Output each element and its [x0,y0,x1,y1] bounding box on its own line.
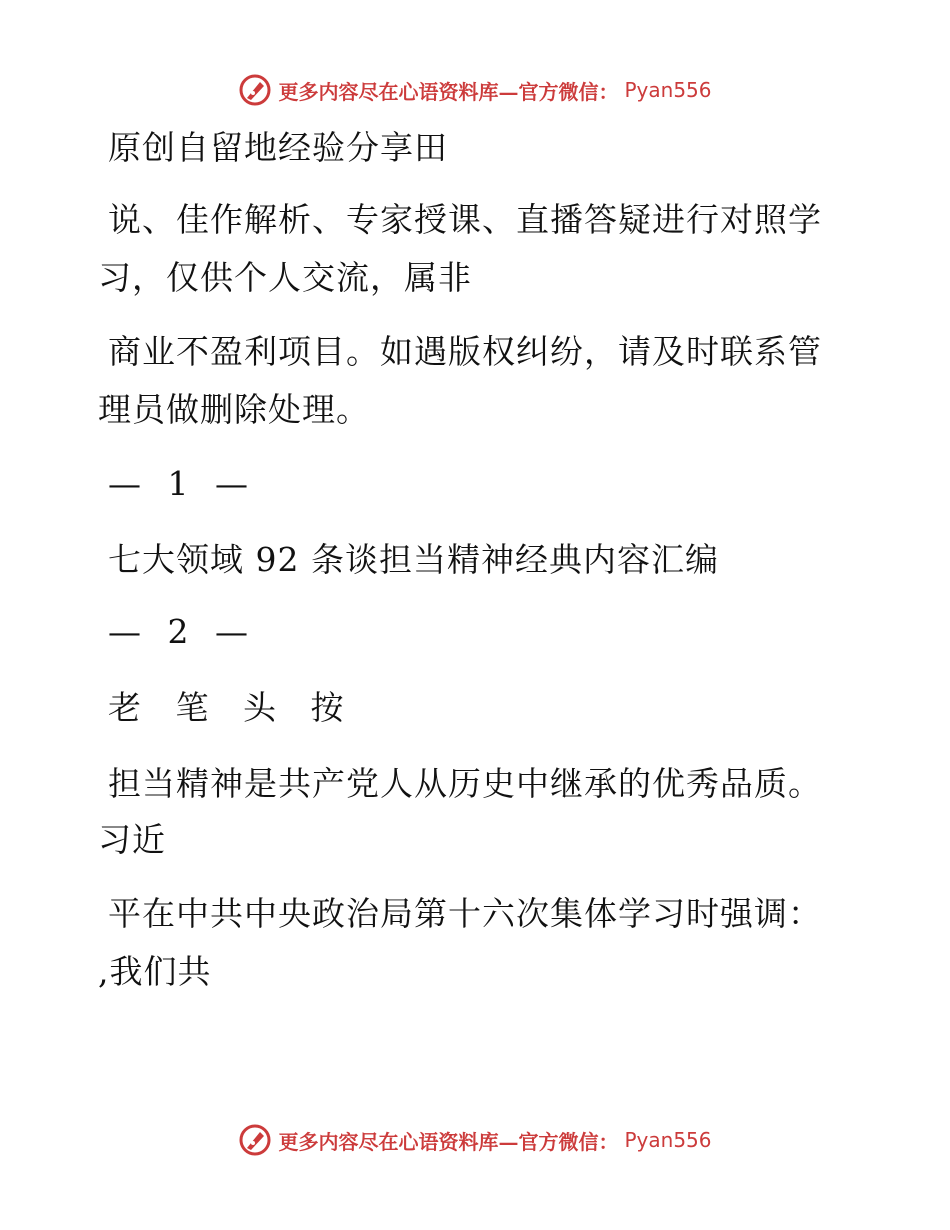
pen-nib-logo-icon [238,1123,272,1157]
footer-watermark [0,1120,950,1160]
pen-nib-logo-icon [238,73,272,107]
watermark-wechat-id: Pyan556 [624,1128,712,1152]
editor-note-heading: 老 笔 头 按 [108,688,356,727]
text-line-5: 理员做删除处理。 [98,390,370,429]
watermark-text: 更多内容尽在心语资料库—官方微信： [278,1129,619,1154]
text-line-4: 商业不盈利项目。如遇版权纠纷，请及时联系管 [108,332,822,371]
text-line-2: 说、佳作解析、专家授课、直播答疑进行对照学 [108,200,822,239]
watermark-text: 更多内容尽在心语资料库—官方微信： [278,79,619,104]
text-line-6: 担当精神是共产党人从历史中继承的优秀品质。 [108,764,822,803]
text-line-3: 习，仅供个人交流，属非 [98,258,472,297]
text-line-7: 习近 [98,820,166,859]
header-watermark [0,70,950,110]
page-number-1: — 1 — [108,464,256,503]
watermark-wechat-id: Pyan556 [624,78,712,102]
page-number-2: — 2 — [108,612,256,651]
text-line-1: 原创自留地经验分享田 [108,128,448,167]
document-title: 七大领域 92 条谈担当精神经典内容汇编 [108,540,719,579]
text-line-9: ,我们共 [98,952,212,991]
text-line-8: 平在中共中央政治局第十六次集体学习时强调： [108,894,822,933]
